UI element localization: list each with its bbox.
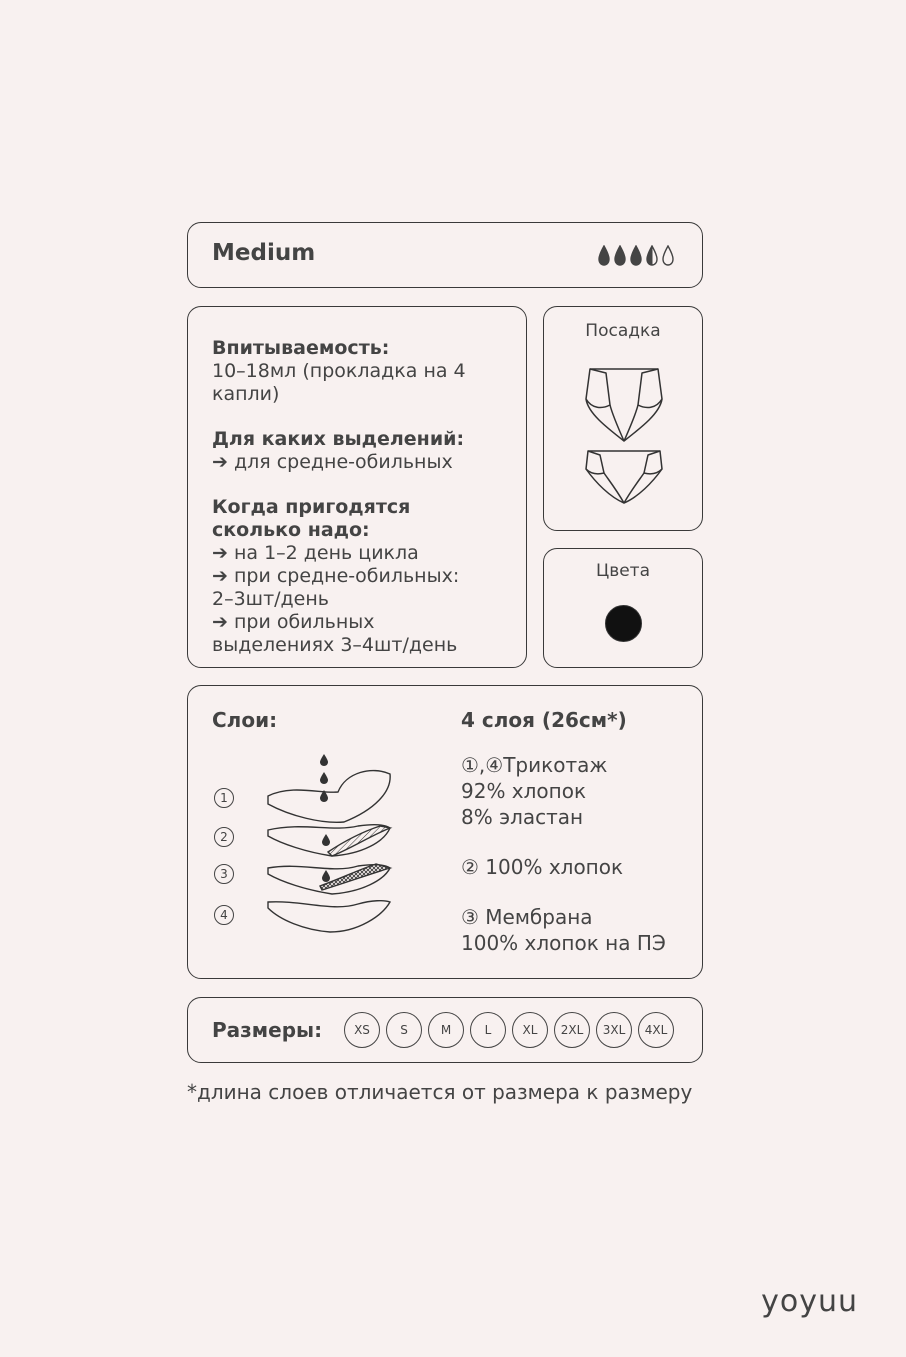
product-title: Medium — [212, 240, 316, 266]
material-line: 8% эластан — [461, 805, 584, 829]
material-line: 92% хлопок — [461, 779, 587, 803]
layers-title: Слои: — [212, 708, 278, 732]
discharge-value: ➔ для средне-обильных — [212, 451, 453, 473]
drop-icon — [663, 246, 673, 265]
colors-card — [543, 548, 703, 668]
info-card — [187, 306, 527, 668]
product-header — [187, 222, 703, 288]
when-line: ➔ на 1–2 день цикла — [212, 542, 419, 564]
size-s[interactable]: S — [386, 1012, 422, 1048]
layers-diagram-icon — [262, 752, 402, 936]
material-cotton — [461, 854, 623, 880]
colors-label: Цвета — [596, 561, 650, 581]
drop-fill-icon — [647, 246, 657, 265]
drop-icon — [631, 246, 641, 265]
size-2xl[interactable]: 2XL — [554, 1012, 590, 1048]
sizes-label: Размеры: — [212, 1018, 323, 1042]
size-m[interactable]: M — [428, 1012, 464, 1048]
absorbency-heading: Впитываемость: — [212, 337, 390, 359]
size-3xl[interactable]: 3XL — [596, 1012, 632, 1048]
material-line: ①,④Трикотаж — [461, 753, 608, 777]
material-knit — [461, 752, 607, 830]
when-line: выделениях 3–4шт/день — [212, 634, 458, 656]
layer-number-2: 2 — [214, 827, 234, 847]
sizes-card — [187, 997, 703, 1063]
footnote: *длина слоев отличается от размера к размеру — [187, 1080, 693, 1104]
discharge-heading: Для каких выделений: — [212, 428, 465, 450]
drop-icon — [615, 246, 625, 265]
size-4xl[interactable]: 4XL — [638, 1012, 674, 1048]
when-line: 2–3шт/день — [212, 588, 329, 610]
size-xs[interactable]: XS — [344, 1012, 380, 1048]
material-membrane — [461, 904, 666, 956]
material-line: 100% хлопок на ПЭ — [461, 931, 666, 955]
material-line: ③ Мембрана — [461, 905, 593, 929]
when-heading-2: сколько надо: — [212, 519, 370, 541]
when-line: ➔ при обильных — [212, 611, 375, 633]
layer-number-3: 3 — [214, 864, 234, 884]
drop-icon — [599, 246, 609, 265]
absorbency-drops-icon — [598, 245, 678, 267]
brand-logo: yoyuu — [761, 1284, 858, 1319]
size-l[interactable]: L — [470, 1012, 506, 1048]
layers-summary: 4 слоя (26см*) — [461, 708, 627, 732]
size-list — [344, 1012, 674, 1048]
fit-card — [543, 306, 703, 531]
when-line: ➔ при средне-обильных: — [212, 565, 460, 587]
fit-label: Посадка — [585, 321, 661, 341]
material-line: ② 100% хлопок — [461, 855, 624, 879]
briefs-fit-icon — [582, 365, 666, 511]
absorbency-value: 10–18мл (прокладка на 4 капли) — [212, 360, 466, 405]
size-xl[interactable]: XL — [512, 1012, 548, 1048]
color-swatch-black[interactable] — [605, 605, 642, 642]
layer-number-4: 4 — [214, 905, 234, 925]
layers-card — [187, 685, 703, 979]
layer-number-1: 1 — [214, 788, 234, 808]
when-heading-1: Когда пригодятся — [212, 496, 411, 518]
